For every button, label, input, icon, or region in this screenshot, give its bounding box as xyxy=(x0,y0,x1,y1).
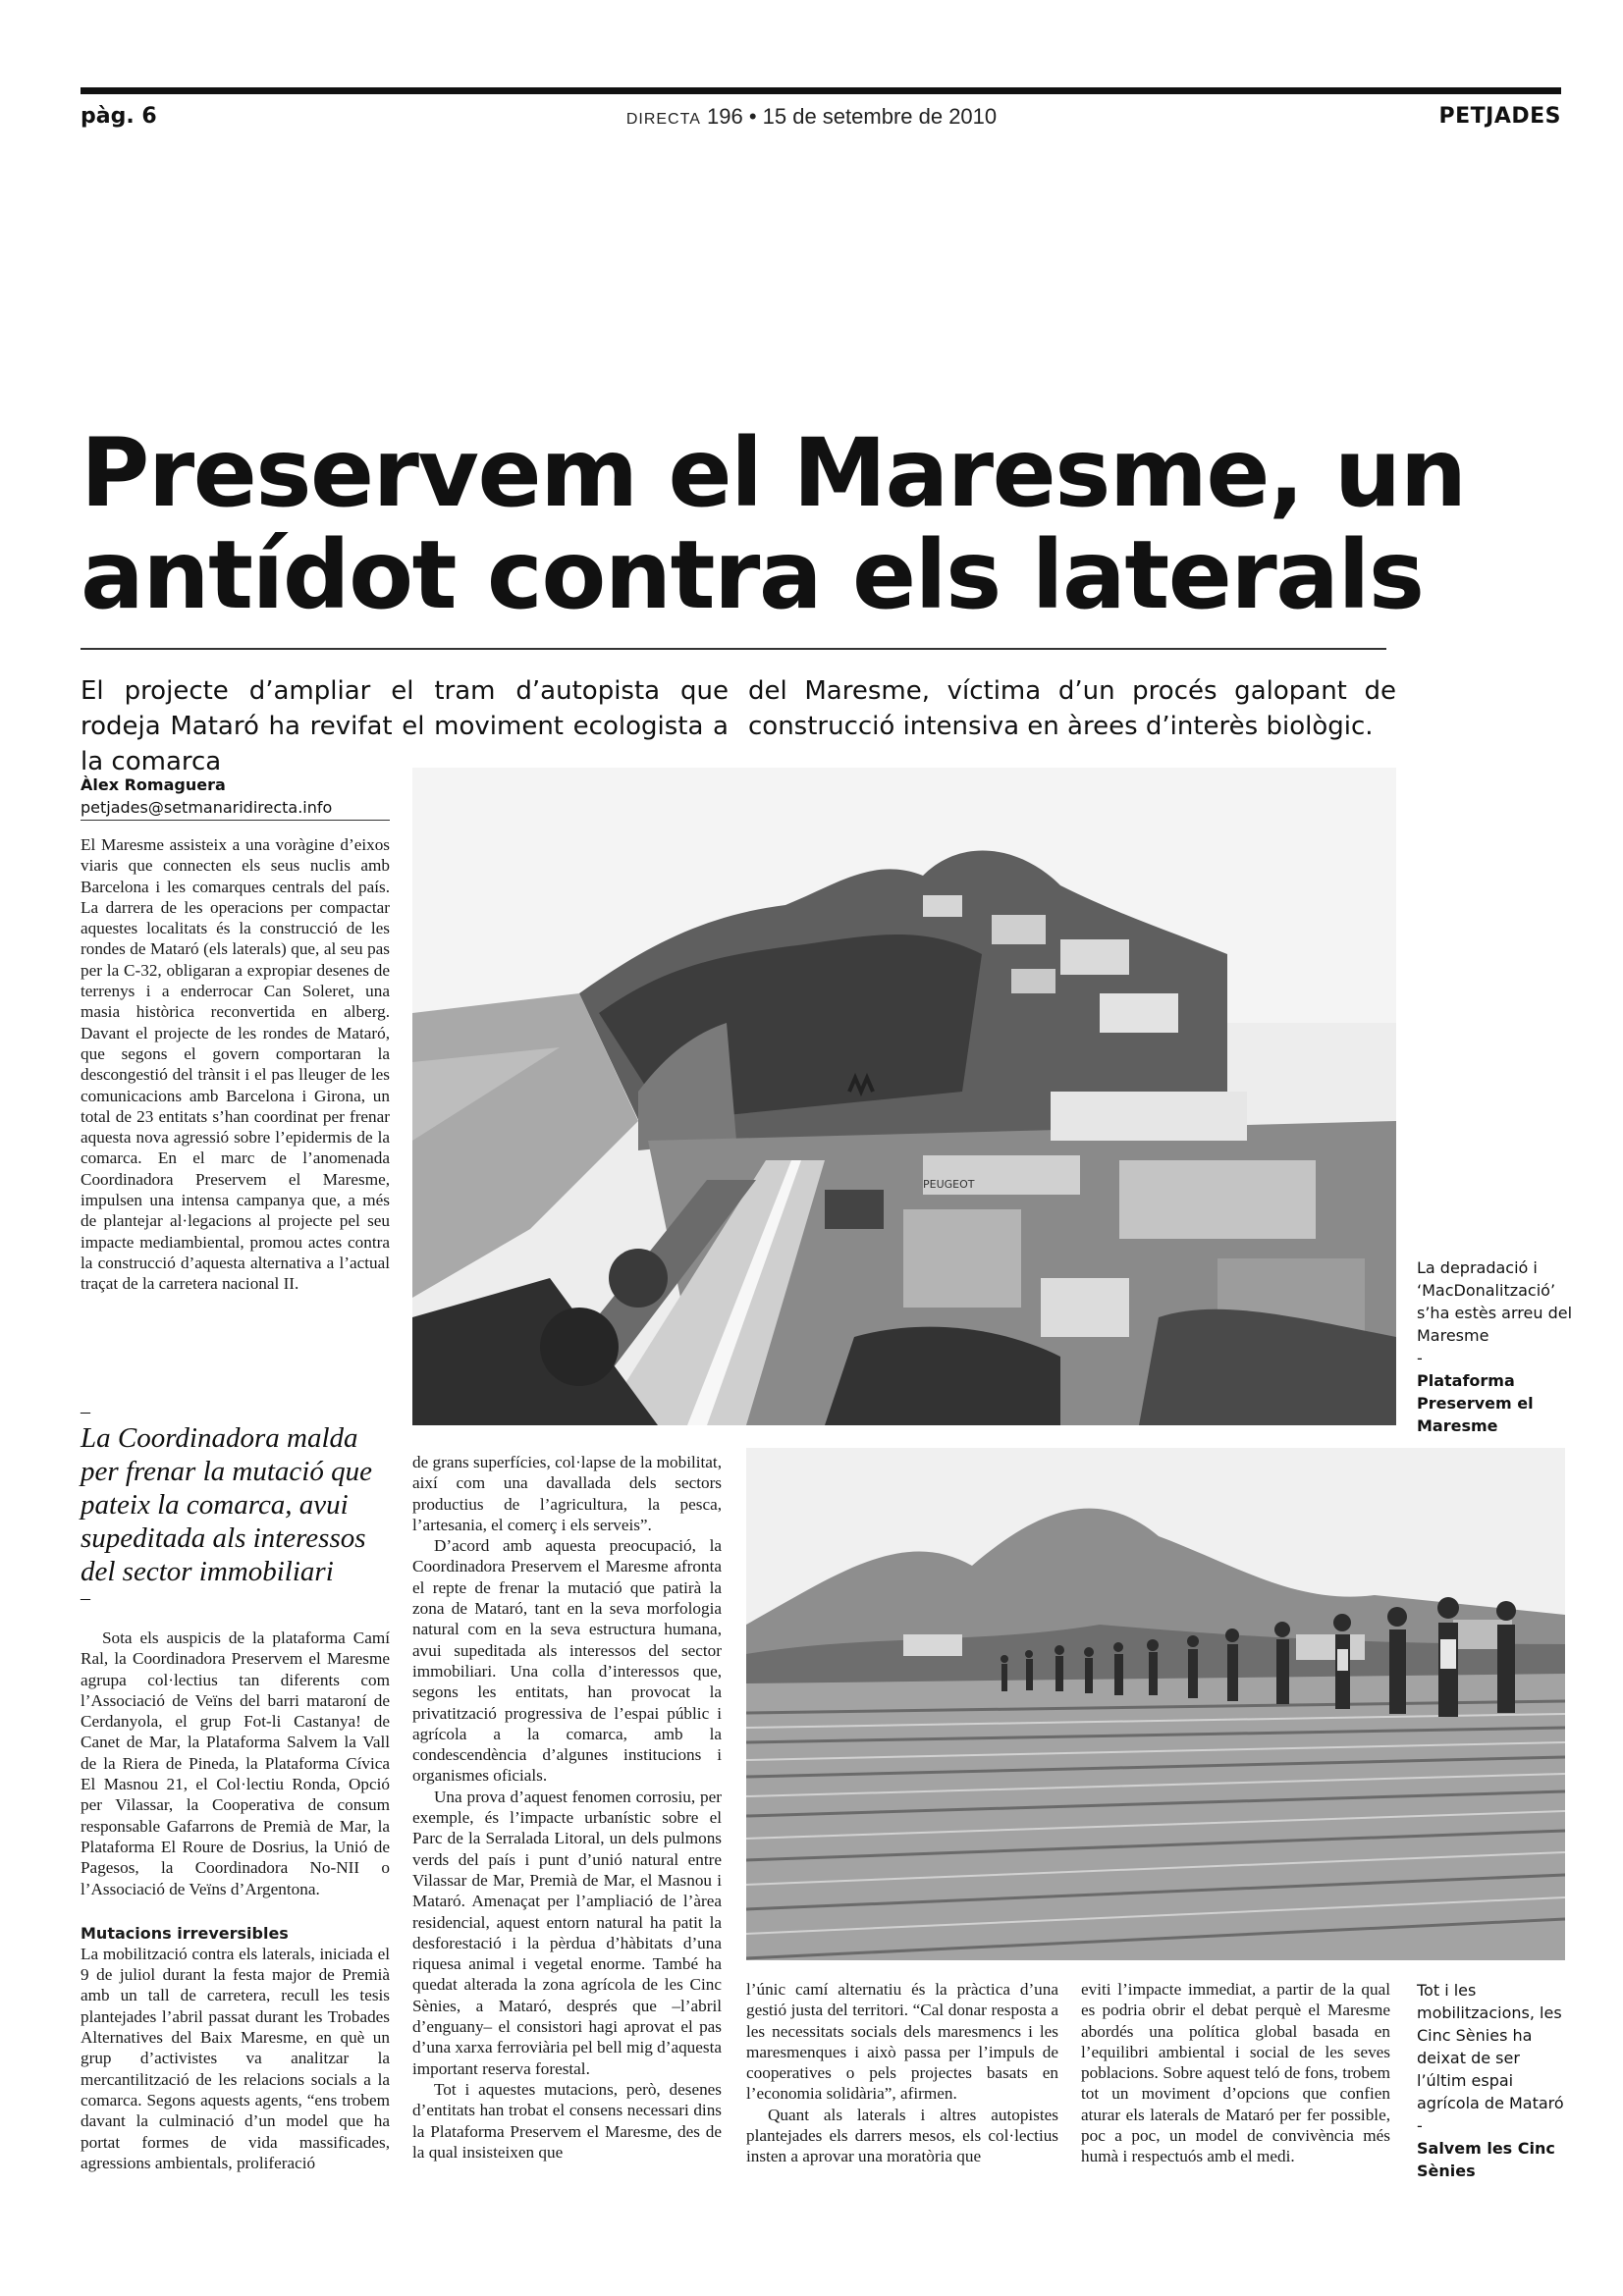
issue-date: 196 • 15 de setembre de 2010 xyxy=(707,104,998,129)
column-2 xyxy=(412,1452,722,2163)
headline-line-1: Preservem el Maresme, un xyxy=(81,418,1466,528)
caption-dash: - xyxy=(1417,2116,1423,2135)
photo-caption-top xyxy=(1417,1256,1574,1437)
publication-name: DIRECTA xyxy=(625,111,701,128)
sign-text: PEUGEOT xyxy=(923,1178,975,1191)
paragraph: Tot i aquestes mutacions, però, desenes d’entitats han trobat el consens necessari dins la Plataforma Preservem el Maresme, des de la qual insisteixen que xyxy=(412,2079,722,2162)
pull-quote-text: La Coordinadora malda per frenar la mutació que pateix la comarca, avui supeditada als interessos del sector immobiliari xyxy=(81,1422,372,1587)
caption-dash: - xyxy=(1417,1349,1423,1367)
paragraph: Quant als laterals i altres autopistes plantejades els darrers mesos, els col·lectius insten a aprovar una moratòria que xyxy=(746,2105,1058,2166)
field-march-image xyxy=(746,1448,1565,1960)
column-1-bottom xyxy=(81,1628,390,2173)
photo-coastal-road xyxy=(412,768,1396,1425)
photo-credit: Salvem les Cinc Sènies xyxy=(1417,2139,1555,2180)
photo-field-march xyxy=(746,1448,1565,1960)
paragraph: La mobilització contra els laterals, iniciada el 9 de juliol durant la festa major de Premià amb un tall de carretera, recull les tesis plantejades l’abril passat durant les Trobades Alternatives del Baix Maresme, en què un grup d’activistes va analitzar la mercantilització de les relacions socials a la comarca. Segons aquests agents, “ens trobem davant la culminació d’un model que ha portat formes de vida massificades, agressions ambientals, proliferació xyxy=(81,1944,390,2172)
subheading: Mutacions irreversibles xyxy=(81,1923,289,1943)
headline-rule xyxy=(81,648,1386,650)
column-3 xyxy=(746,1979,1058,2167)
paragraph: eviti l’impacte immediat, a partir de la qual es podria obrir el debat perquè el Maresme abordés una política global basada en l’equilibri ambiental i social de les seves poblacions. Sobre aquest teló de fons, trobem tot un moviment d’opcions que confien aturar els laterals de Mataró per fer possible, poc a poc, un model de convivència més humà i respectuós amb el medi. xyxy=(1081,1980,1390,2166)
paragraph: de grans superfícies, col·lapse de la mobilitat, així com una davallada dels sectors productius de l’agricultura, la pesca, l’artesania, el comerç i els serveis”. xyxy=(412,1453,722,1534)
coastal-road-image xyxy=(412,768,1396,1425)
paragraph: Una prova d’aquest fenomen corrosiu, per exemple, és l’impacte urbanístic sobre el Parc de la Serralada Litoral, un dels pulmons verds del país i punt d’unió natural entre Vilassar de Mar, Premià de Mar, el Masnou i Mataró. Amenaçat per l’ampliació de l’àrea residencial, aquest entorn natural ha patit la desforestació i la pèrdua d’hàbitats d’una riquesa animal i vegetal enorme. També ha quedat alterada la zona agrícola de les Cinc Sènies, a Mataró, després que –l’abril d’enguany– el consistori hagi aprovat el pas d’una xarxa ferroviària pel bell mig d’aquesta important reserva forestal. xyxy=(412,1787,722,2078)
paragraph: D’acord amb aquesta preocupació, la Coordinadora Preservem el Maresme afronta el repte de frenar la mutació que patirà la zona de Mataró, tant en la seva morfologia natural com en la seva estructura humana, avui supeditada als interessos del sector immobiliari. Una colla d’interessos que, segons les entitats, han provocat la privatització progressiva de l’espai públic i agrícola a la comarca, amb la condescendència d’algunes institucions i organismes oficials. xyxy=(412,1536,722,1786)
paragraph: Sota els auspicis de la plataforma Camí Ral, la Coordinadora Preservem el Maresme agrupa col·lectius tan diferents com l’Associació de Veïns del barri mataroní de Cerdanyola, el grup Fot-li Castanya! de Canet de Mar, la Plataforma Salvem la Vall de la Riera de Pineda, la Plataforma Cívica El Masnou 21, el Col·lectiu Ronda, Opció per Vilassar, la Cooperativa de consum responsable Gafarrons de Premià de Mar, la Plataforma El Roure de Dosrius, la Unió de Pagesos, la Coordinadora No-NII o l’Associació de Veïns d’Argentona. xyxy=(81,1629,390,1898)
pull-quote xyxy=(81,1402,390,1608)
column-1-top xyxy=(81,834,390,1295)
page-number: pàg. 6 xyxy=(81,104,157,129)
issue-info xyxy=(0,103,1623,133)
paragraph: El Maresme assisteix a una voràgine d’eixos viaris que connecten els seus nuclis amb Barcelona i les comarques centrals del país. La darrera de les operacions per compactar aquestes localitats és la construcció de les rondes de Mataró (els laterals) que, al seu pas per la C-32, obligaran a expropiar desenes de terrenys i a enderrocar Can Soleret, una masia històrica reconvertida en alberg. Davant el projecte de les rondes de Mataró, que segons el govern comportaran la descongestió del trànsit i el pas lleuger de les comunicacions amb Barcelona i Girona, un total de 23 entitats s’han coordinat per frenar aquesta nova agressió sobre l’epidermis de la comarca. En el marc de l’anomenada Coordinadora Preservem el Maresme, impulsen una intensa campanya que, a més de plantejar al·legacions al projecte pel seu impacte mediambiental, promou actes contra la construcció d’aquesta alternativa a l’actual traçat de la carretera nacional II. xyxy=(81,835,390,1294)
headline-line-2: antídot contra els laterals xyxy=(81,520,1424,630)
byline xyxy=(81,774,390,819)
photo-credit: Plataforma Preservem el Maresme xyxy=(1417,1371,1534,1435)
author-name: Àlex Romaguera xyxy=(81,775,226,794)
section-name: PETJADES xyxy=(1438,104,1561,129)
pull-quote-dash: – xyxy=(81,1401,90,1422)
pull-quote-dash: – xyxy=(81,1587,90,1609)
caption-text: Tot i les mobilitzacions, les Cinc Sènies ha deixat de ser l’últim espai agrícola de Mataró xyxy=(1417,1981,1564,2112)
caption-text: La depradació i ‘MacDonalització’ s’ha estès arreu del Maresme xyxy=(1417,1258,1573,1345)
photo-caption-bottom xyxy=(1417,1979,1574,2182)
author-email[interactable]: petjades@setmanaridirecta.info xyxy=(81,798,333,817)
paragraph: l’únic camí alternatiu és la pràctica d’una gestió justa del territori. “Cal donar resposta a les necessitats socials dels maresmencs i les maresmenques i això passa per l’impuls de cooperatives o pels projectes basats en l’economia solidària”, afirmen. xyxy=(746,1980,1058,2104)
column-4 xyxy=(1081,1979,1390,2167)
lede-right: del Maresme, víctima d’un procés galopant de construcció intensiva en àrees d’interès biològic. xyxy=(748,676,1396,741)
lede-left: El projecte d’ampliar el tram d’autopista que rodeja Mataró ha revifat el moviment ecologista a la comarca xyxy=(81,676,729,776)
headline xyxy=(81,418,1475,630)
byline-rule xyxy=(81,820,390,821)
header-rule xyxy=(81,87,1561,94)
